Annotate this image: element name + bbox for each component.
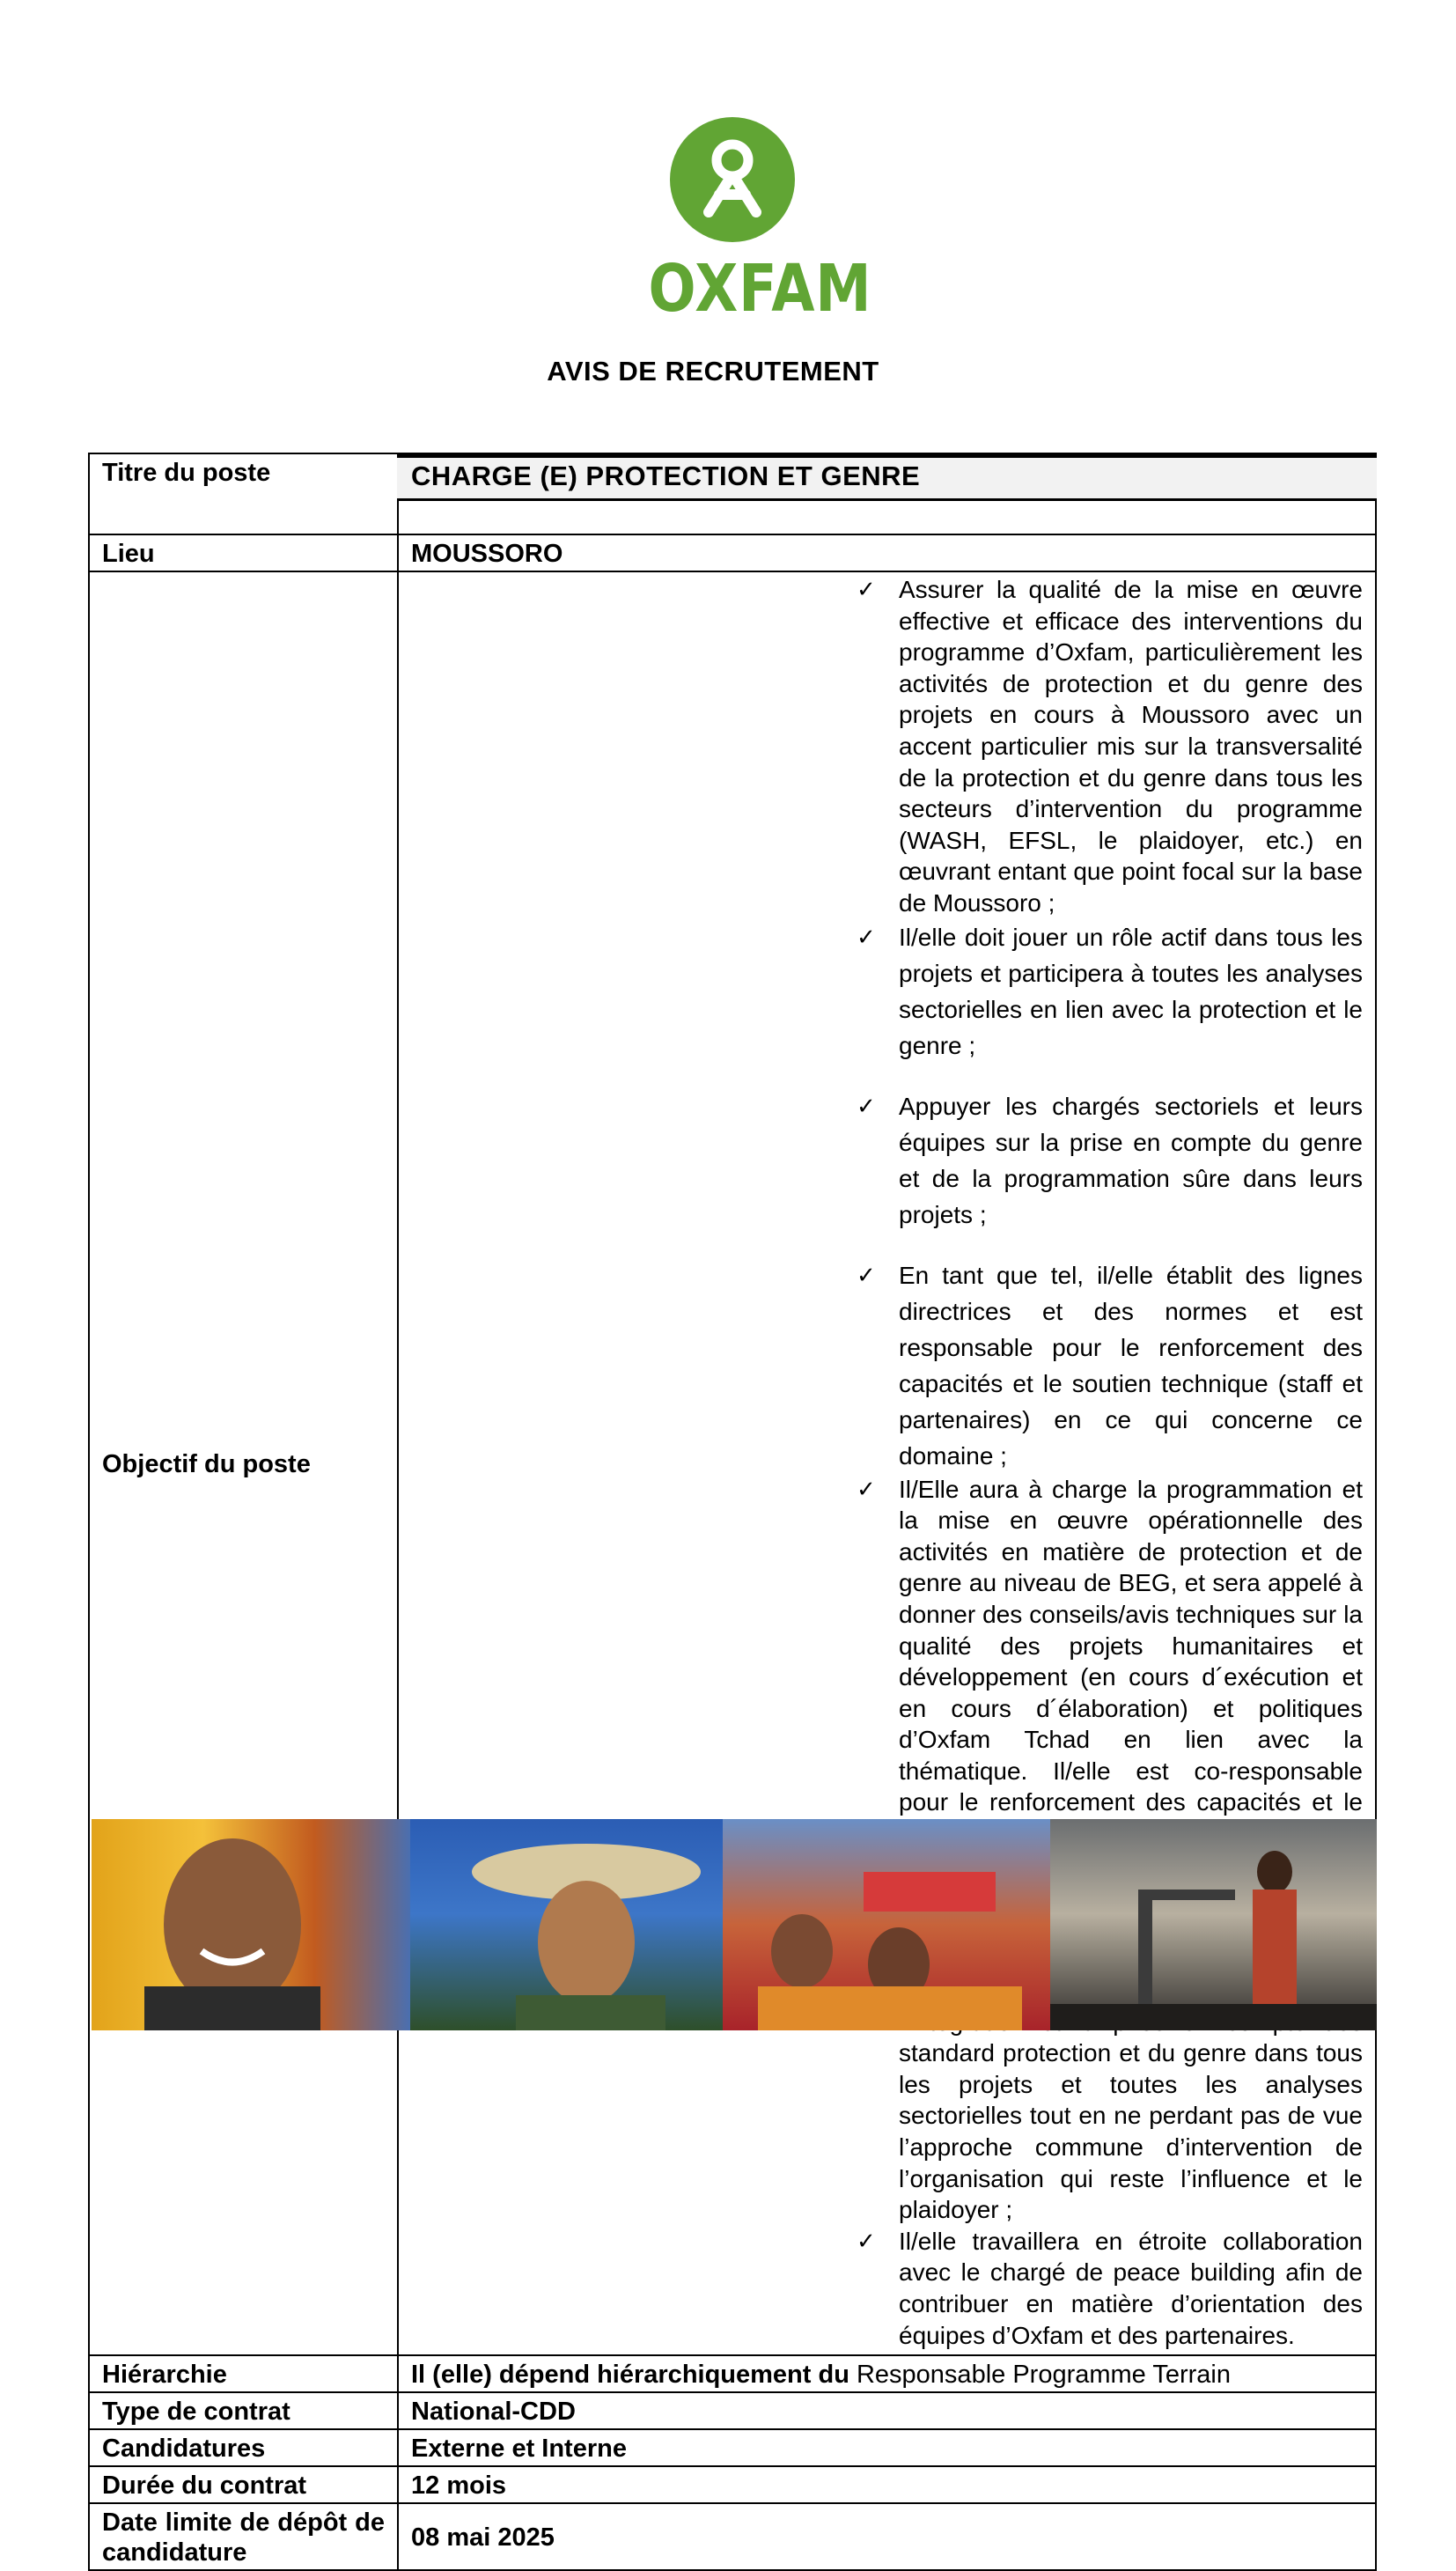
applications-value: [398, 2429, 1376, 2466]
checkmark-icon: ✓: [857, 1261, 876, 1288]
job-title-value: CHARGE (E) PROTECTION ET GENRE: [397, 454, 1377, 501]
page-title: AVIS DE RECRUTEMENT: [547, 356, 879, 387]
objective-label: Objectif du poste: [89, 571, 398, 2355]
objective-text: Il/elle travaillera en étroite collaboration avec le chargé de peace building afin de contribuer en matière d’orientation des équipes d’Oxfam et des partenaires.: [899, 2227, 1363, 2349]
location-value: [398, 534, 1376, 571]
title-label: Titre du poste: [89, 453, 398, 534]
photo-smiling-man: [92, 1819, 410, 2030]
contract-type-value: [398, 2392, 1376, 2429]
logo-wordmark: OXFAM: [648, 251, 872, 327]
objective-item: [399, 574, 1363, 919]
row-deadline: [89, 2503, 1376, 2570]
contract-type-text: National-CDD: [411, 2398, 576, 2427]
row-duration: [89, 2466, 1376, 2503]
deadline-text: 08 mai 2025: [411, 2523, 555, 2553]
row-hierarchy: [89, 2355, 1376, 2392]
photo-woman-with-hat: [410, 1819, 723, 2030]
row-objective: [89, 571, 1376, 2355]
objective-text: Appuyer les chargés sectoriels et leurs équipes sur la prise en compte du genre et de la programmation sûre dans leurs projets ;: [899, 1092, 1363, 1228]
contract-type-label: Type de contrat: [89, 2392, 398, 2429]
deadline-value: [398, 2503, 1376, 2570]
objective-item: [399, 1257, 1363, 1474]
objective-text: Il/elle doit jouer un rôle actif dans tous les projets et participera à toutes les analyses sectorielles en lien avec la protection et le genre ;: [899, 923, 1363, 1059]
photo-woman-water-pump: [1050, 1819, 1377, 2030]
location-label: Lieu: [89, 534, 398, 571]
objective-item: [399, 919, 1363, 1064]
objective-item: [399, 2226, 1363, 2351]
objective-text: En tant que tel, il/elle établit des lignes directrices et des normes et est responsable pour le renforcement des capacités et le soutien technique (staff et partenaires) en ce qui concerne ce domaine ;: [899, 1261, 1363, 1470]
job-details-table: [88, 453, 1377, 2571]
hierarchy-rest-text: Responsable Programme Terrain: [849, 2361, 1231, 2390]
row-applications: [89, 2429, 1376, 2466]
hierarchy-bold-text: Il (elle) dépend hiérarchiquement du: [411, 2361, 849, 2390]
checkmark-icon: ✓: [857, 2227, 876, 2254]
checkmark-icon: ✓: [857, 576, 876, 602]
duration-value: [398, 2466, 1376, 2503]
applications-text: Externe et Interne: [411, 2435, 627, 2464]
duration-text: 12 mois: [411, 2472, 506, 2501]
photo-women-protest: [723, 1819, 1050, 2030]
checkmark-icon: ✓: [857, 1475, 876, 1502]
checkmark-icon: ✓: [857, 1092, 876, 1119]
oxfam-logo-icon: [670, 117, 795, 242]
title-wrap: [399, 454, 1375, 534]
hierarchy-value: [398, 2355, 1376, 2392]
duration-label: Durée du contrat: [89, 2466, 398, 2503]
row-title: [89, 453, 1376, 534]
deadline-label: Date limite de dépôt de candidature: [89, 2503, 398, 2570]
objective-list: [399, 572, 1375, 2354]
objective-text: Assurer la qualité de la mise en œuvre effective et efficace des interventions du programme d’Oxfam, particulièrement les activités de protection et du genre des projets en cours à Moussoro avec un accent particulier mis sur la transversalité de la protection et du genre dans tous les secteurs d’intervention du programme (WASH, EFSL, le plaidoyer, etc.) en œuvrant entant que point focal sur la base de Moussoro ;: [899, 576, 1363, 917]
objective-text: Il/Elle aura à charge la programmation et la mise en œuvre opérationnelle des activités en matière de protection et de genre au niveau de BEG, et sera appelé à donner des conseils/avis techniques sur la qualité des projets humanitaires et développement (en cours d´exécution et en cours d´élaboration) et politiques d’Oxfam Tchad en lien avec la thématique. Il/elle est co-responsable pour le renforcement des capacités et le: [899, 1475, 1363, 1816]
applications-label: Candidatures: [89, 2429, 398, 2466]
objective-text: standard protection et du genre dans tous les projets et toutes les analyses sectorielles tout en ne perdant pas de vue l’approche commune d’intervention de l’organisation qui reste l’influence et le plaidoyer ;: [899, 2039, 1363, 2224]
objective-cell: [398, 571, 1376, 2355]
objective-item: [399, 1088, 1363, 1233]
row-contract-type: [89, 2392, 1376, 2429]
oxfam-logo: [635, 117, 872, 327]
location-text: MOUSSORO: [411, 540, 563, 568]
photo-strip: [92, 1819, 1377, 2030]
title-cell: [398, 453, 1376, 534]
checkmark-icon: ✓: [857, 923, 876, 950]
hierarchy-label: Hiérarchie: [89, 2355, 398, 2392]
row-location: [89, 534, 1376, 571]
